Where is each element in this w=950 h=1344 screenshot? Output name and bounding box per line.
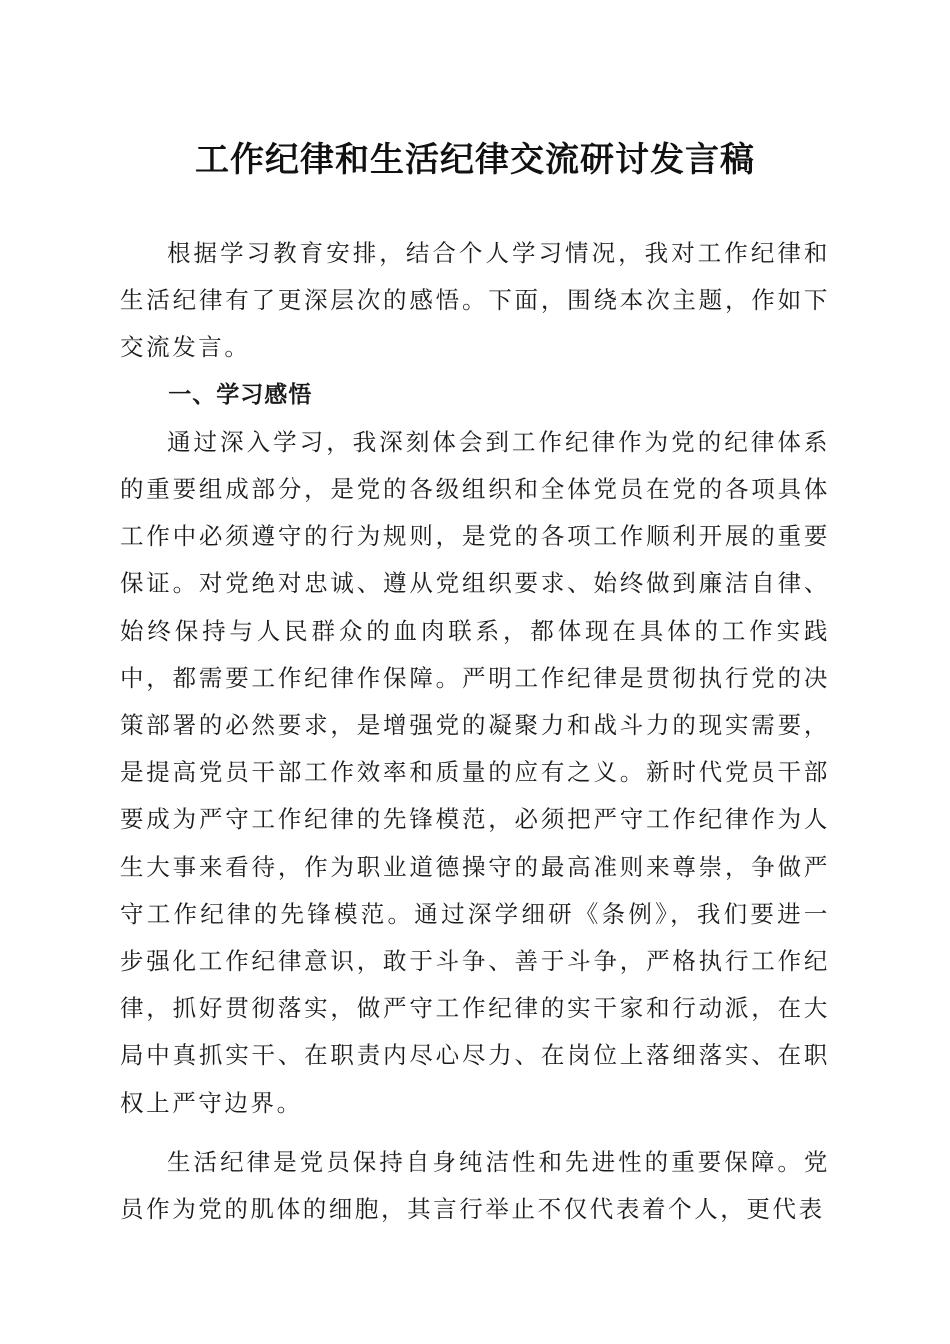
section-heading-study-insights: 一、学习感悟 xyxy=(168,381,313,408)
intro-paragraph: 根据学习教育安排，结合个人学习情况，我对工作纪律和生活纪律有了更深层次的感悟。下面，围绕本次主题，作如下交流发言。 xyxy=(120,239,830,362)
work-discipline-paragraph: 通过深入学习，我深刻体会到工作纪律作为党的纪律体系的重要组成部分，是党的各级组织和全体党员在党的各项具体工作中必须遵守的行为规则，是党的各项工作顺利开展的重要保证。对党绝对忠诚、遵从党组织要求、始终做到廉洁自律、始终保持与人民群众的血肉联系，都体现在具体的工作实践中，都需要工作纪律作保障。严明工作纪律是贯彻执行党的决策部署的必然要求，是增强党的凝聚力和战斗力的现实需要，是提高党员干部工作效率和质量的应有之义。新时代党员干部要成为严守工作纪律的先锋模范，必须把严守工作纪律作为人生大事来看待，作为职业道德操守的最高准则来尊崇，争做严守工作纪律的先锋模范。通过深学细研《条例》，我们要进一步强化工作纪律意识，敢于斗争、善于斗争，严格执行工作纪律，抓好贯彻落实，做严守工作纪律的实干家和行动派，在大局中真抓实干、在职责内尽心尽力、在岗位上落细落实、在职权上严守边界。 xyxy=(120,427,830,1117)
life-discipline-paragraph: 生活纪律是党员保持自身纯洁性和先进性的重要保障。党员作为党的肌体的细胞，其言行举止不仅代表着个人，更代表 xyxy=(120,1147,830,1224)
document-title: 工作纪律和生活纪律交流研讨发言稿 xyxy=(195,140,755,180)
document-body xyxy=(120,230,830,1233)
